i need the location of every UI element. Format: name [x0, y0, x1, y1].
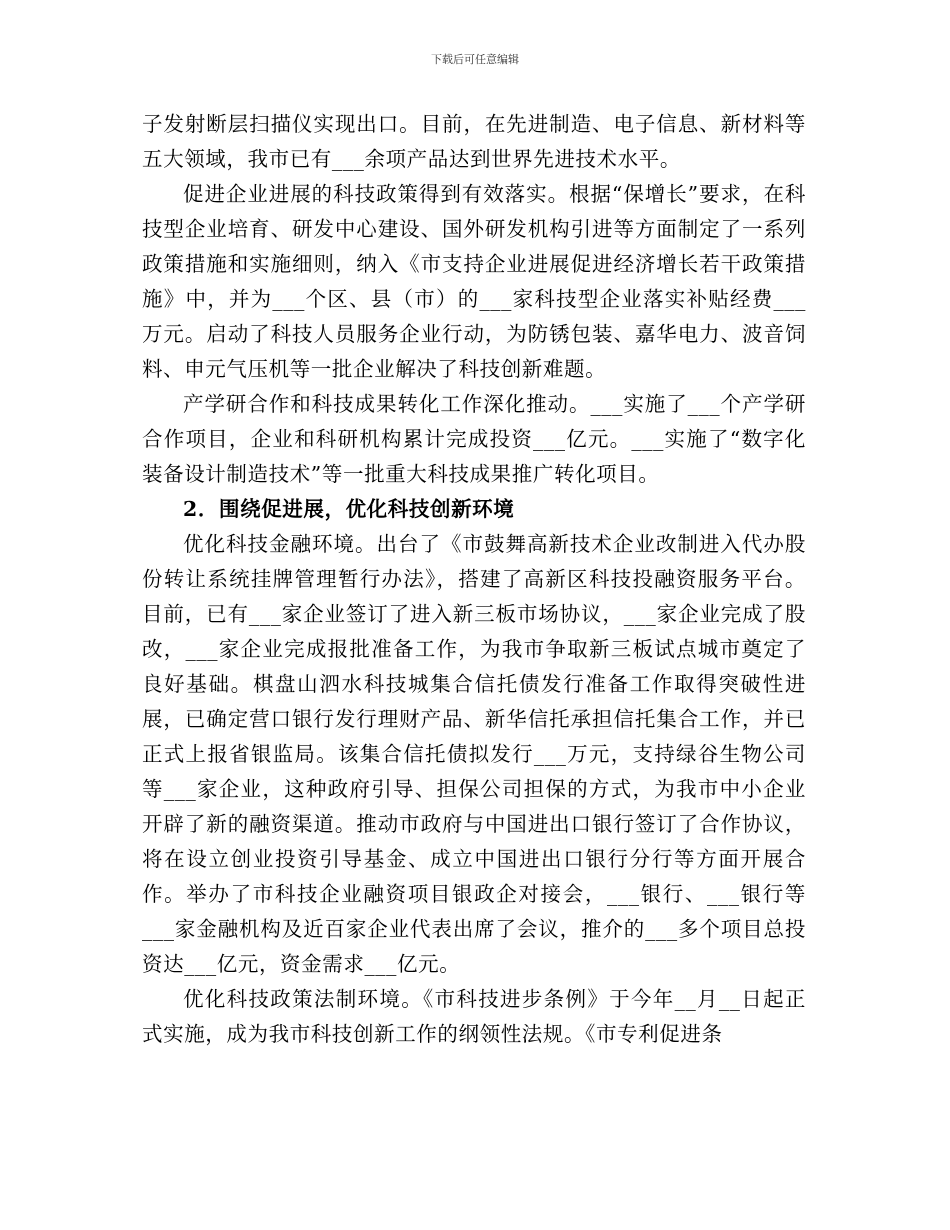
- page-header: 下载后可任意编辑: [431, 53, 519, 66]
- paragraph-finance: 优化科技金融环境。出台了《市鼓舞高新技术企业改制进入代办股份转让系统挂牌管理暂行办法》，搭建了高新区科技投融资服务平台。目前，已有___家企业签订了进入新三板市场协议，___家企业完成了股改，___家企业完成报批准备工作，为我市争取新三板试点城市奠定了良好基础。棋盘山泗水科技城集合信托债发行准备工作取得突破性进展，已确定营口银行发行理财产品、新华信托承担信托集合工作，并已正式上报省银监局。该集合信托债拟发行___万元，支持绿谷生物公司等___家企业，这种政府引导、担保公司担保的方式，为我市中小企业开辟了新的融资渠道。推动市政府与中国进出口银行签订了合作协议，将在设立创业投资引导基金、成立中国进出口银行分行等方面开展合作。举办了市科技企业融资项目银政企对接会，___银行、___银行等___家金融机构及近百家企业代表出席了会议，推介的___多个项目总投资达___亿元，资金需求___亿元。: [142, 532, 806, 976]
- section-heading: 2．围绕促进展，优化科技创新环境: [183, 497, 515, 521]
- paragraph-policy: 促进企业进展的科技政策得到有效落实。根据“保增长”要求，在科技型企业培育、研发中心建设、国外研发机构引进等方面制定了一系列政策措施和实施细则，纳入《市支持企业进展促进经济增长若干政策措施》中，并为___个区、县（市）的___家科技型企业落实补贴经费___万元。启动了科技人员服务企业行动，为防锈包装、嘉华电力、波音饲料、申元气压机等一批企业解决了科技创新难题。: [142, 182, 806, 381]
- document-body: [142, 107, 806, 1052]
- paragraph-continuation: 子发射断层扫描仪实现出口。目前，在先进制造、电子信息、新材料等五大领域，我市已有___余项产品达到世界先进技术水平。: [142, 112, 806, 171]
- paragraph-legal: 优化科技政策法制环境。《市科技进步条例》于今年__月__日起正式实施，成为我市科技创新工作的纲领性法规。《市专利促进条: [142, 987, 806, 1046]
- paragraph-cooperation: 产学研合作和科技成果转化工作深化推动。___实施了___个产学研合作项目，企业和科研机构累计完成投资___亿元。___实施了“数字化装备设计制造技术”等一批重大科技成果推广转化项目。: [142, 392, 806, 486]
